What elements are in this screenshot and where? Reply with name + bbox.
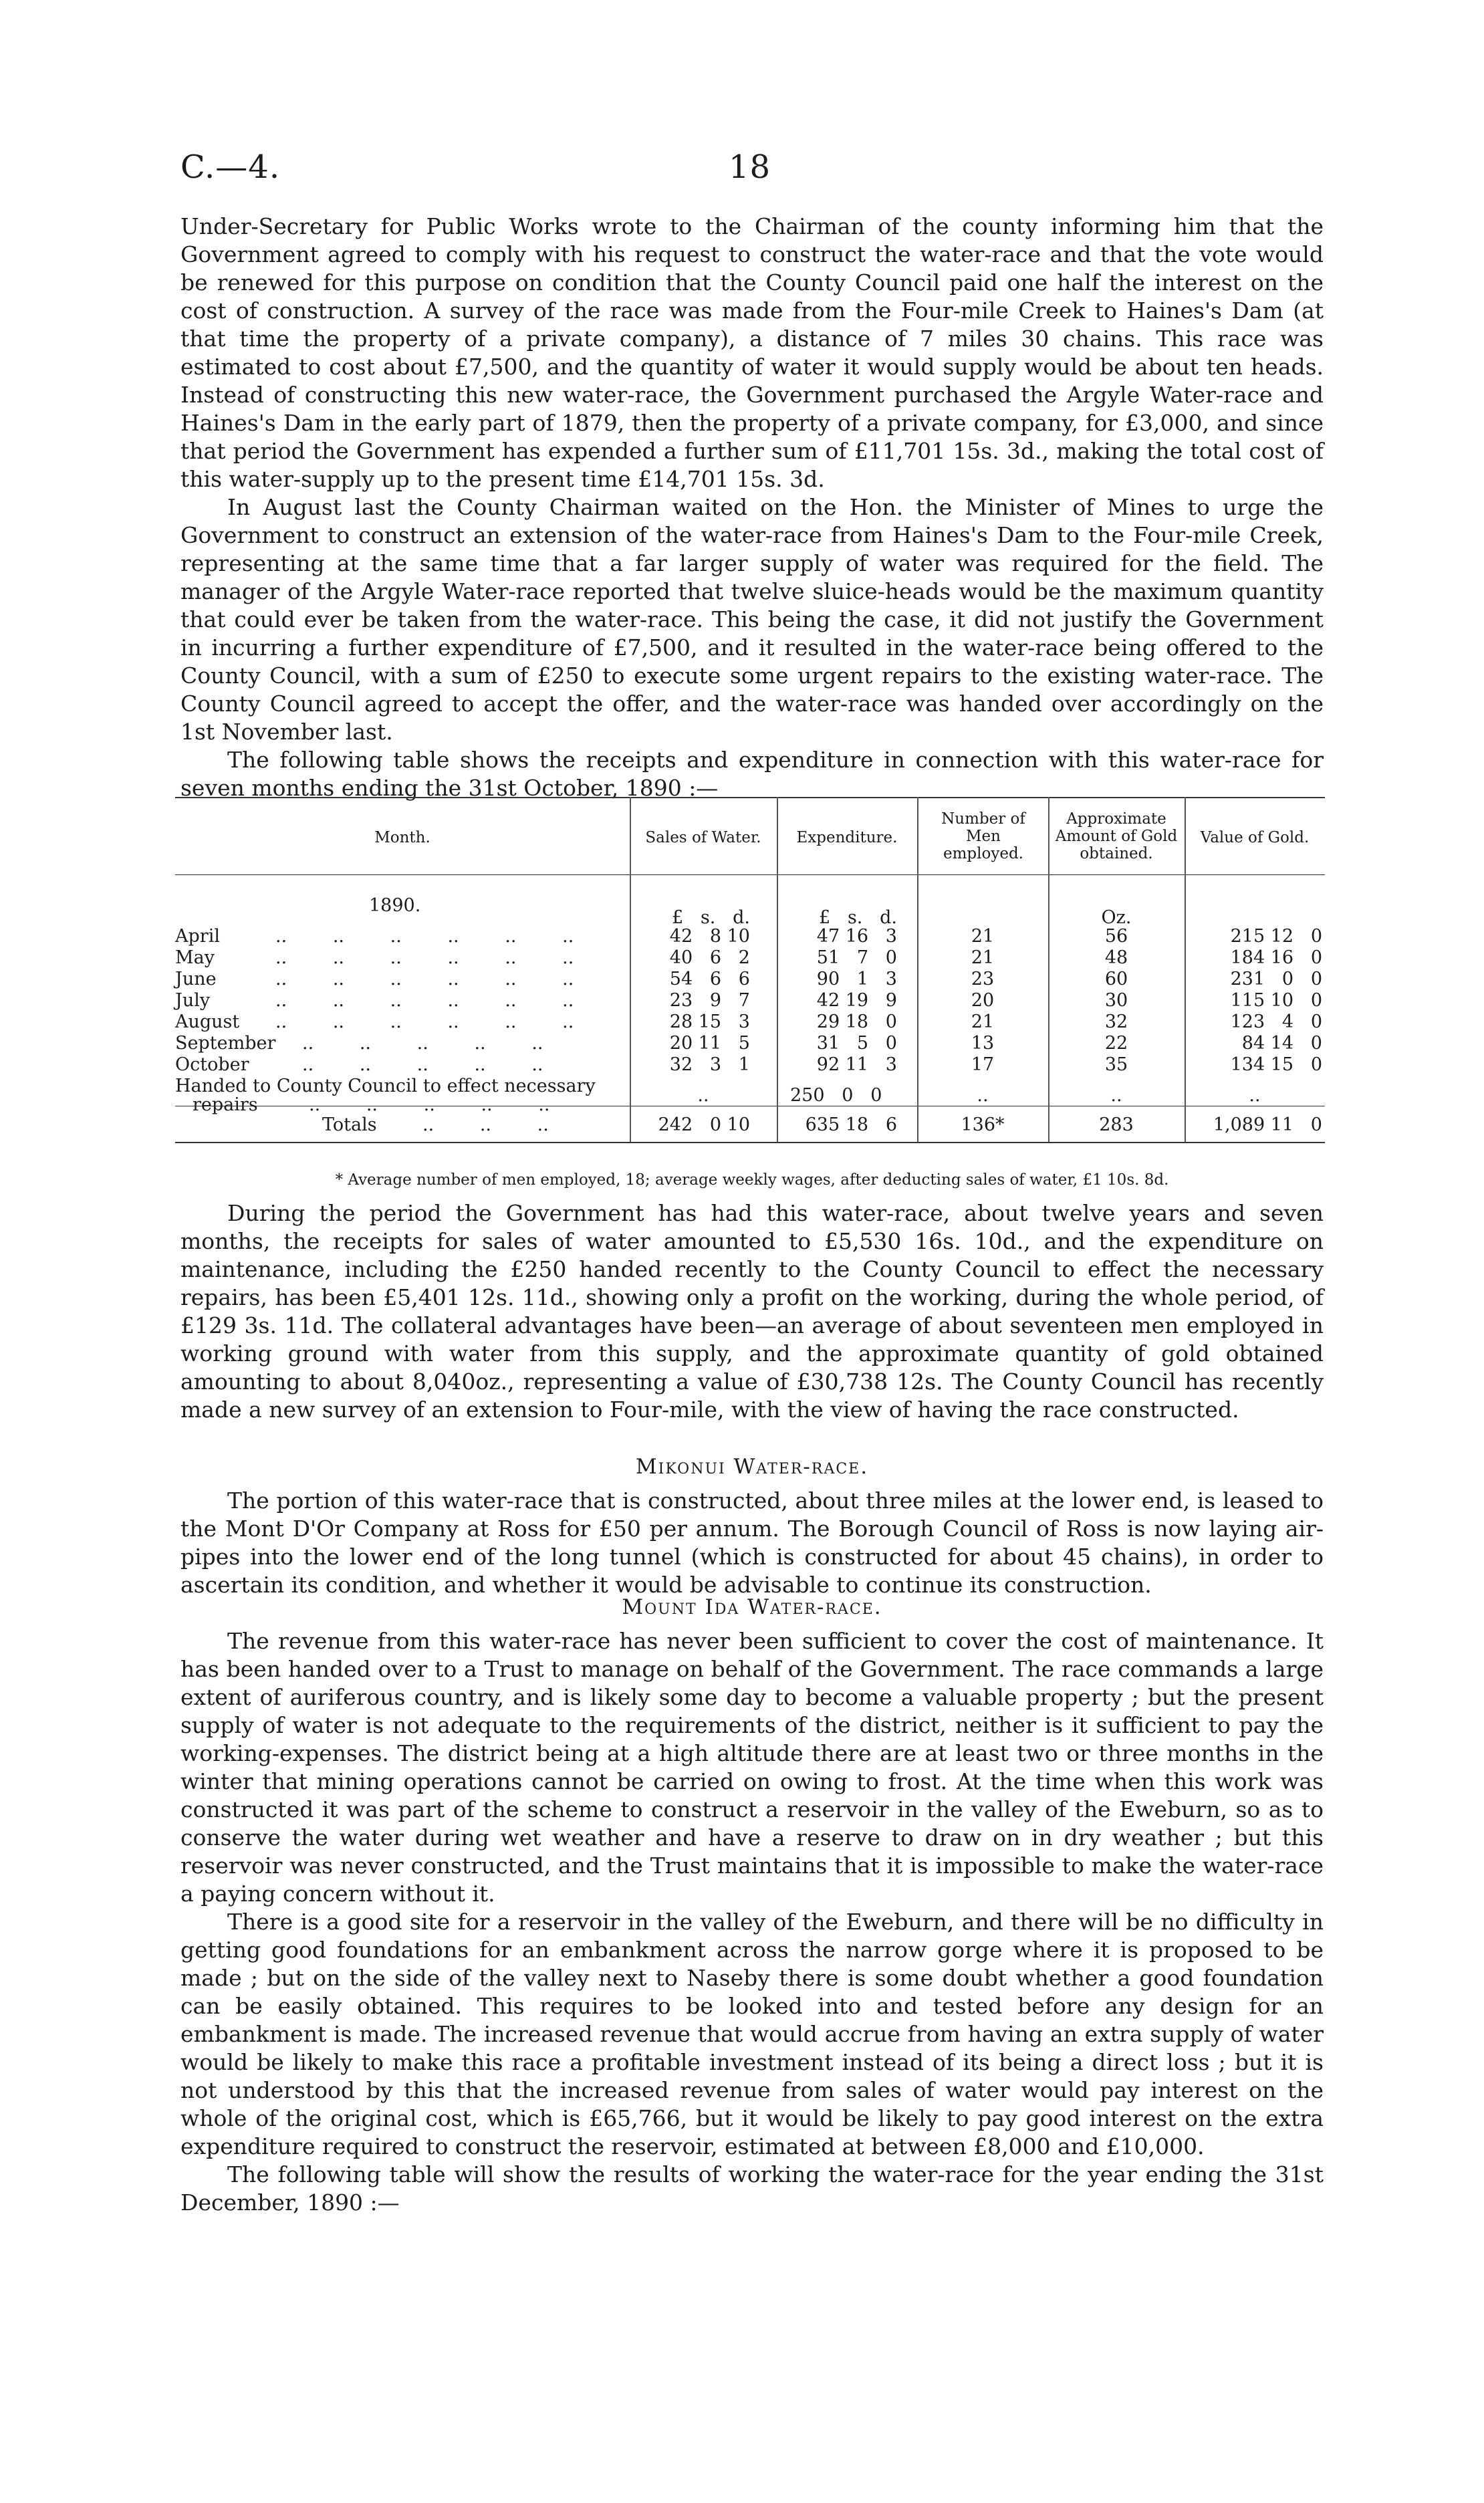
- row-sales: 40 6 2: [669, 947, 750, 968]
- row-month: July: [175, 990, 211, 1011]
- header-gold-value: Value of Gold.: [1200, 829, 1310, 846]
- row-value: 215 12 0: [1230, 926, 1322, 947]
- unit-sales: £ s. d.: [672, 907, 750, 928]
- leader-dots: .. .. .. .. ..: [302, 1033, 543, 1054]
- handed-sales: ..: [697, 1085, 709, 1106]
- totals-label: Totals: [322, 1114, 377, 1135]
- row-expenditure: 42 19 9: [816, 990, 897, 1011]
- intro-paragraph: In August last the County Chairman waited on the Hon. the Minister of Mines to urge the Government to construct an extension of the water-race from Haines's Dam to the Four-mile Creek, representing at the same time that a far larger supply of water was required for the field. The manager of the Argyle Water-race reported that twelve sluice-heads would be the maximum quantity that could ever be taken from the water-race. This being the case, it did not justify the Government in incurring a further expenditure of £7,500, and it resulted in the water-race being offered to the County Council, with a sum of £250 to execute some urgent repairs to the existing water-race. The County Council agreed to accept the offer, and the water-race was handed over accordingly on the 1st November last.: [180, 494, 1324, 745]
- summary-paragraph: During the period the Government has had this water-race, about twelve years and seven months, the receipts for sales of water amounted to £5,530 16s. 10d., and the expenditure on maintenance, including the £250 handed recently to the County Council to effect the necessary repairs, has been £5,401 12s. 11d., showing only a profit on the working, during the whole period, of £129 3s. 11d. The collateral advantages have been—an average of about seventeen men employed in working ground with water from this supply, and the approximate quantity of gold obtained amounting to about 8,040oz., representing a value of £30,738 12s. The County Council has recently made a new survey of an extension to Four-mile, with the view of having the race constructed.: [180, 1200, 1324, 1423]
- row-gold: 48: [1104, 947, 1128, 968]
- row-sales: 32 3 1: [669, 1054, 750, 1075]
- row-month: June: [175, 969, 217, 989]
- mikonui-section: [180, 1487, 1324, 1599]
- row-gold: 30: [1104, 990, 1128, 1011]
- row-value: 115 10 0: [1230, 990, 1322, 1011]
- totals-sales: 242 0 10: [658, 1114, 750, 1135]
- table-header-rule: [175, 874, 1325, 875]
- row-gold: 60: [1104, 969, 1128, 989]
- row-expenditure: 31 5 0: [816, 1033, 897, 1054]
- header-sales: Sales of Water.: [645, 829, 761, 846]
- row-gold: 35: [1104, 1054, 1128, 1075]
- intro-section: [180, 213, 1324, 802]
- intro-paragraph: The following table shows the receipts and expenditure in connection with this water-race for seven months ending the 31st October, 1890 :—: [180, 747, 1324, 801]
- row-expenditure: 29 18 0: [816, 1011, 897, 1032]
- leader-dots: .. .. .. .. .. ..: [275, 926, 574, 947]
- table-top-rule: [175, 797, 1325, 798]
- row-sales: 28 15 3: [669, 1011, 750, 1032]
- totals-value: 1,089 11 0: [1213, 1114, 1322, 1135]
- leader-dots: .. .. .. .. .. ..: [275, 990, 574, 1011]
- row-expenditure: 90 1 3: [816, 969, 897, 989]
- row-month: April: [175, 926, 220, 947]
- handed-gold: ..: [1110, 1085, 1122, 1106]
- totals-men: 136*: [961, 1114, 1005, 1135]
- handed-value: ..: [1249, 1085, 1261, 1106]
- handed-label-line2: repairs: [193, 1094, 258, 1115]
- row-gold: 56: [1104, 926, 1128, 947]
- page-header: [180, 148, 1324, 189]
- page-number: 18: [729, 148, 771, 186]
- summary-section: [180, 1199, 1324, 1424]
- year-label: 1890.: [369, 895, 421, 916]
- row-value: 134 15 0: [1230, 1054, 1322, 1075]
- row-expenditure: 92 11 3: [816, 1054, 897, 1075]
- handed-expenditure: 250 0 0: [790, 1085, 882, 1106]
- document-reference: C.—4.: [180, 148, 281, 186]
- header-men: Number of Men employed.: [941, 810, 1025, 862]
- row-men: 21: [971, 947, 995, 968]
- leader-dots: .. .. .. .. ..: [309, 1094, 550, 1115]
- argyle-receipts-table: [175, 792, 1325, 1166]
- mount-ida-heading: Mount Ida Water-race.: [622, 1595, 882, 1619]
- mount-ida-section: [180, 1627, 1324, 2217]
- row-expenditure: 47 16 3: [816, 926, 897, 947]
- mikonui-heading: Mikonui Water-race.: [635, 1455, 869, 1479]
- totals-gold: 283: [1099, 1114, 1134, 1135]
- row-men: 21: [971, 1011, 995, 1032]
- header-month: Month.: [374, 829, 430, 846]
- row-sales: 20 11 5: [669, 1033, 750, 1054]
- row-men: 21: [971, 926, 995, 947]
- row-sales: 54 6 6: [669, 969, 750, 989]
- row-gold: 22: [1104, 1033, 1128, 1054]
- row-month: August: [175, 1011, 240, 1032]
- row-men: 17: [971, 1054, 995, 1075]
- leader-dots: .. .. .. .. .. ..: [275, 947, 574, 968]
- leader-dots: .. .. .. .. ..: [302, 1054, 543, 1075]
- header-expenditure: Expenditure.: [796, 829, 898, 846]
- row-month: September: [175, 1033, 276, 1054]
- leader-dots: .. .. ..: [422, 1114, 549, 1135]
- mikonui-paragraph: The portion of this water-race that is constructed, about three miles at the lower end, is leased to the Mont D'Or Company at Ross for £50 per annum. The Borough Council of Ross is now laying air-pipes into the lower end of the long tunnel (which is constructed for about 45 chains), in order to ascertain its condition, and whether it would be advisable to continue its construction.: [180, 1487, 1324, 1598]
- row-expenditure: 51 7 0: [816, 947, 897, 968]
- unit-gold: Oz.: [1101, 907, 1132, 928]
- leader-dots: .. .. .. .. .. ..: [275, 969, 574, 989]
- table-footnote: * Average number of men employed, 18; average weekly wages, after deducting sales of water, £1 10s. 8d.: [335, 1171, 1169, 1189]
- row-gold: 32: [1104, 1011, 1128, 1032]
- row-men: 23: [971, 969, 995, 989]
- mount-ida-paragraph: There is a good site for a reservoir in the valley of the Eweburn, and there will be no difficulty in getting good foundations for an embankment across the narrow gorge where it is proposed to be made ; but on the side of the valley next to Naseby there is some doubt whether a good foundation can be easily obtained. This requires to be looked into and tested before any design for an embankment is made. The increased revenue that would accrue from having an extra supply of water would be likely to make this race a profitable investment instead of its being a direct loss ; but it is not understood by this that the increased revenue from sales of water would pay interest on the whole of the original cost, which is £65,766, but it would be likely to pay good interest on the extra expenditure required to construct the reservoir, estimated at between £8,000 and £10,000.: [180, 1909, 1324, 2159]
- row-sales: 23 9 7: [669, 990, 750, 1011]
- table-bottom-rule: [175, 1142, 1325, 1143]
- row-sales: 42 8 10: [669, 926, 750, 947]
- intro-paragraph: Under-Secretary for Public Works wrote to the Chairman of the county informing him that the Government agreed to comply with his request to construct the water-race and that the vote would be renewed for this purpose on condition that the County Council paid one half the interest on the cost of construction. A survey of the race was made from the Four-mile Creek to Haines's Dam (at that time the property of a private company), a distance of 7 miles 30 chains. This race was estimated to cost about £7,500, and the quantity of water it would supply would be about ten heads. Instead of constructing this new water-race, the Government purchased the Argyle Water-race and Haines's Dam in the early part of 1879, then the property of a private company, for £3,000, and since that period the Government has expended a further sum of £11,701 15s. 3d., making the total cost of this water-supply up to the present time £14,701 15s. 3d.: [180, 213, 1324, 492]
- row-month: May: [175, 947, 215, 968]
- row-value: 231 0 0: [1230, 969, 1322, 989]
- header-gold-amount: Approximate Amount of Gold obtained.: [1055, 810, 1178, 862]
- handed-men: ..: [977, 1085, 989, 1106]
- row-value: 123 4 0: [1230, 1011, 1322, 1032]
- leader-dots: .. .. .. .. .. ..: [275, 1011, 574, 1032]
- row-men: 20: [971, 990, 995, 1011]
- row-men: 13: [971, 1033, 995, 1054]
- mount-ida-paragraph: The following table will show the results of working the water-race for the year ending the 31st December, 1890 :—: [180, 2161, 1324, 2216]
- mount-ida-paragraph: The revenue from this water-race has never been sufficient to cover the cost of maintenance. It has been handed over to a Trust to manage on behalf of the Government. The race commands a large extent of auriferous country, and is likely some day to become a valuable property ; but the present supply of water is not adequate to the requirements of the district, neither is it sufficient to pay the working-expenses. The district being at a high altitude there are at least two or three months in the winter that mining operations cannot be carried on owing to frost. At the time when this work was constructed it was part of the scheme to construct a reservoir in the valley of the Eweburn, so as to conserve the water during wet weather and have a reserve to draw on in dry weather ; but this reservoir was never constructed, and the Trust maintains that it is impossible to make the water-race a paying concern without it.: [180, 1628, 1324, 1907]
- row-month: October: [175, 1054, 249, 1075]
- row-value: 84 14 0: [1241, 1033, 1322, 1054]
- row-value: 184 16 0: [1230, 947, 1322, 968]
- totals-expenditure: 635 18 6: [805, 1114, 897, 1135]
- unit-expenditure: £ s. d.: [819, 907, 897, 928]
- handed-label-line1: Handed to County Council to effect necessary: [175, 1076, 596, 1096]
